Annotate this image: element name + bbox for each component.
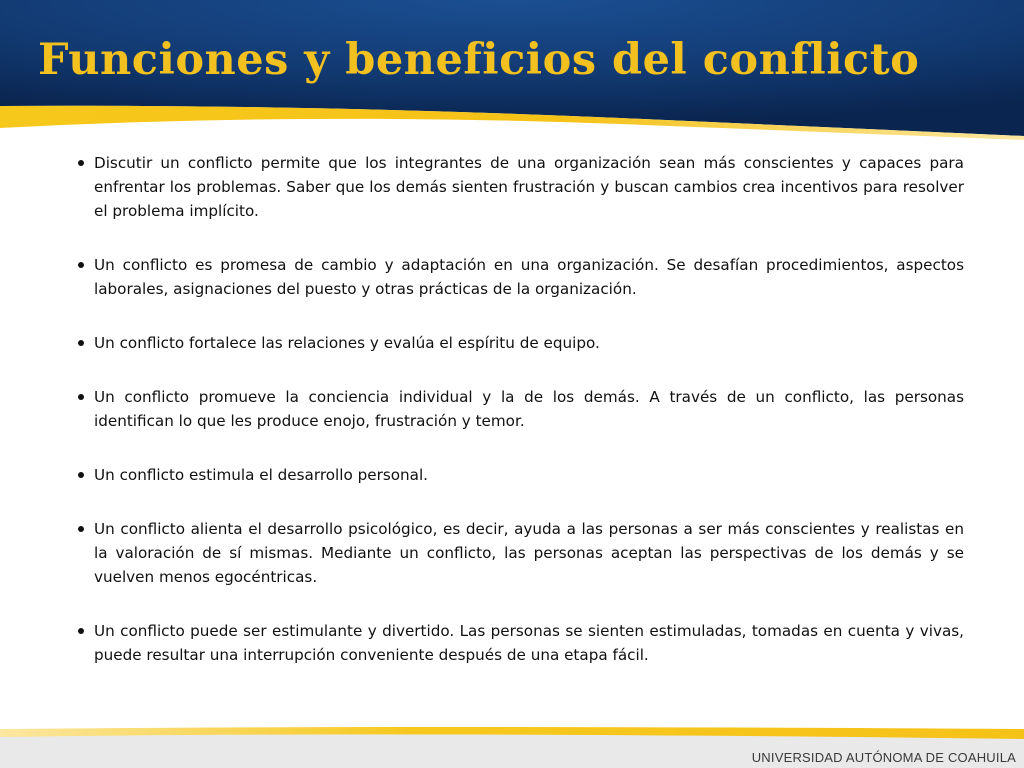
content-area	[78, 151, 964, 697]
bullet-text: Un conflicto estimula el desarrollo personal.	[94, 466, 428, 484]
footer-institution: UNIVERSIDAD AUTÓNOMA DE COAHUILA	[751, 750, 1016, 765]
bullet-item	[78, 463, 964, 487]
bullet-text: Un conflicto puede ser estimulante y divertido. Las personas se sienten estimuladas, tomadas en cuenta y vivas, puede resultar una interrupción conveniente después de una etapa fácil.	[94, 622, 964, 664]
slide-title: Funciones y beneficios del conflicto	[38, 35, 920, 85]
bullet-text: Un conflicto es promesa de cambio y adaptación en una organización. Se desafían procedimientos, aspectos laborales, asignaciones del puesto y otras prácticas de la organización.	[94, 256, 964, 298]
bullet-item	[78, 517, 964, 589]
bullet-text: Un conflicto promueve la conciencia individual y la de los demás. A través de un conflicto, las personas identifican lo que les produce enojo, frustración y temor.	[94, 388, 964, 430]
bullet-dot-icon	[78, 262, 84, 268]
bullet-list	[78, 151, 964, 667]
bullet-item	[78, 385, 964, 433]
bullet-dot-icon	[78, 526, 84, 532]
bullet-dot-icon	[78, 394, 84, 400]
bullet-dot-icon	[78, 340, 84, 346]
bullet-dot-icon	[78, 628, 84, 634]
bullet-dot-icon	[78, 160, 84, 166]
bullet-item	[78, 331, 964, 355]
header-banner	[0, 0, 1024, 140]
bullet-text: Un conflicto fortalece las relaciones y evalúa el espíritu de equipo.	[94, 334, 600, 352]
bullet-item	[78, 253, 964, 301]
bullet-dot-icon	[78, 472, 84, 478]
bullet-item	[78, 151, 964, 223]
bullet-text: Un conflicto alienta el desarrollo psicológico, es decir, ayuda a las personas a ser más conscientes y realistas en la valoración de sí mismas. Mediante un conflicto, las personas aceptan las perspectivas de los demás y se vuelven menos egocéntricas.	[94, 520, 964, 586]
bullet-text: Discutir un conflicto permite que los integrantes de una organización sean más conscientes y capaces para enfrentar los problemas. Saber que los demás sienten frustración y buscan cambios crea incentivos para resolver el problema implícito.	[94, 154, 964, 220]
bullet-item	[78, 619, 964, 667]
footer-band	[0, 725, 1024, 768]
